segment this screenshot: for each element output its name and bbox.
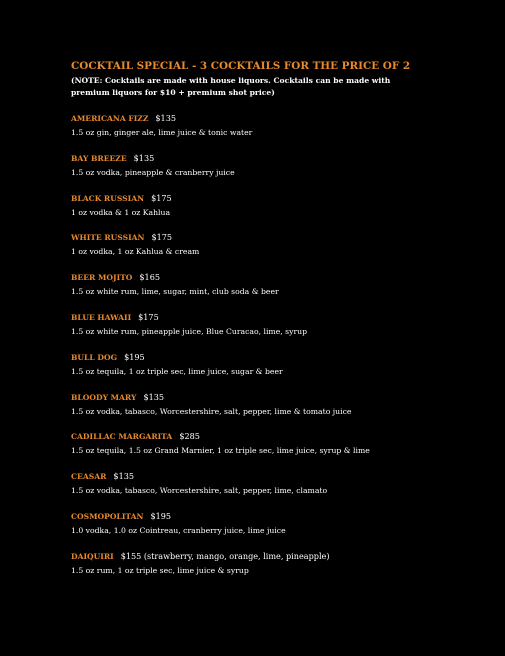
cocktail-header (71, 430, 491, 443)
menu-note (71, 75, 491, 99)
cocktail-item (71, 231, 491, 271)
cocktail-price: $175 (151, 192, 172, 203)
cocktail-name: BLOODY MARY (71, 392, 137, 402)
menu-note-line-2: premium liquors for $10 + premium shot price) (71, 88, 275, 97)
cocktail-price: $165 (139, 272, 160, 283)
cocktail-name: BLUE HAWAII (71, 312, 132, 322)
menu-note-line-1: (NOTE: Cocktails are made with house liquors. Cocktails can be made with (71, 76, 391, 85)
cocktail-item (71, 112, 491, 152)
cocktail-list (71, 112, 491, 590)
cocktail-header (71, 311, 491, 324)
cocktail-header (71, 112, 491, 125)
cocktail-description: 1.0 vodka, 1.0 oz Cointreau, cranberry juice, lime juice (71, 525, 286, 535)
cocktail-description: 1.5 oz vodka, tabasco, Worcestershire, salt, pepper, lime, clamato (71, 486, 328, 496)
cocktail-header (71, 152, 491, 165)
cocktail-description: 1.5 oz white rum, lime, sugar, mint, club soda & beer (71, 287, 279, 297)
cocktail-name: CADILLAC MARGARITA (71, 432, 173, 442)
cocktail-item (71, 510, 491, 550)
cocktail-name: WHITE RUSSIAN (71, 233, 145, 243)
cocktail-price: $175 (151, 232, 173, 243)
cocktail-price: $195 (124, 351, 145, 362)
cocktail-description: 1.5 oz rum, 1 oz triple sec, lime juice & syrup (71, 565, 249, 575)
cocktail-name: BULL DOG (71, 352, 118, 362)
cocktail-header (71, 351, 491, 364)
cocktail-name: BAY BREEZE (71, 153, 127, 163)
cocktail-header (71, 550, 491, 563)
cocktail-item (71, 152, 491, 192)
cocktail-item (71, 271, 491, 311)
cocktail-header (71, 510, 491, 523)
cocktail-price: $135 (113, 471, 135, 482)
cocktail-description: 1.5 oz vodka, tabasco, Worcestershire, salt, pepper, lime & tomato juice (71, 406, 352, 416)
cocktail-item (71, 311, 491, 351)
cocktail-header (71, 231, 491, 244)
cocktail-header (71, 470, 491, 483)
cocktail-name: DAIQUIRI (71, 551, 114, 561)
cocktail-item (71, 430, 491, 470)
cocktail-price: $285 (179, 431, 200, 442)
cocktail-description: 1 oz vodka, 1 oz Kahlua & cream (71, 247, 200, 257)
cocktail-item (71, 470, 491, 510)
cocktail-name: BEER MOJITO (71, 273, 133, 283)
menu-page (71, 59, 491, 590)
cocktail-name: COSMOPOLITAN (71, 511, 144, 521)
cocktail-description: 1.5 oz white rum, pineapple juice, Blue Curacao, lime, syrup (71, 326, 307, 336)
cocktail-item (71, 391, 491, 431)
cocktail-price: $195 (150, 510, 172, 521)
cocktail-description: 1.5 oz tequila, 1.5 oz Grand Marnier, 1 oz triple sec, lime juice, syrup & lime (71, 446, 370, 456)
cocktail-name: AMERICANA FIZZ (71, 114, 149, 123)
cocktail-price: $135 (133, 152, 155, 163)
cocktail-description: 1.5 oz tequila, 1 oz triple sec, lime juice, sugar & beer (71, 366, 283, 376)
cocktail-description: 1.5 oz vodka, pineapple & cranberry juice (71, 167, 235, 177)
cocktail-price: $135 (143, 391, 165, 402)
cocktail-price: $135 (155, 113, 177, 123)
cocktail-header (71, 271, 491, 284)
cocktail-item (71, 192, 491, 232)
menu-title: COCKTAIL SPECIAL - 3 COCKTAILS FOR THE PRICE OF 2 (71, 60, 411, 72)
cocktail-header (71, 391, 491, 404)
cocktail-name: BLACK RUSSIAN (71, 193, 145, 203)
cocktail-header (71, 192, 491, 205)
cocktail-item (71, 550, 491, 590)
cocktail-description: 1.5 oz gin, ginger ale, lime juice & tonic water (71, 128, 253, 137)
cocktail-price: $175 (138, 311, 159, 322)
cocktail-price: $155 (strawberry, mango, orange, lime, pineapple) (120, 550, 330, 561)
cocktail-description: 1 oz vodka & 1 oz Kahlua (71, 207, 171, 217)
cocktail-name: CEASAR (71, 472, 107, 482)
cocktail-item (71, 351, 491, 391)
